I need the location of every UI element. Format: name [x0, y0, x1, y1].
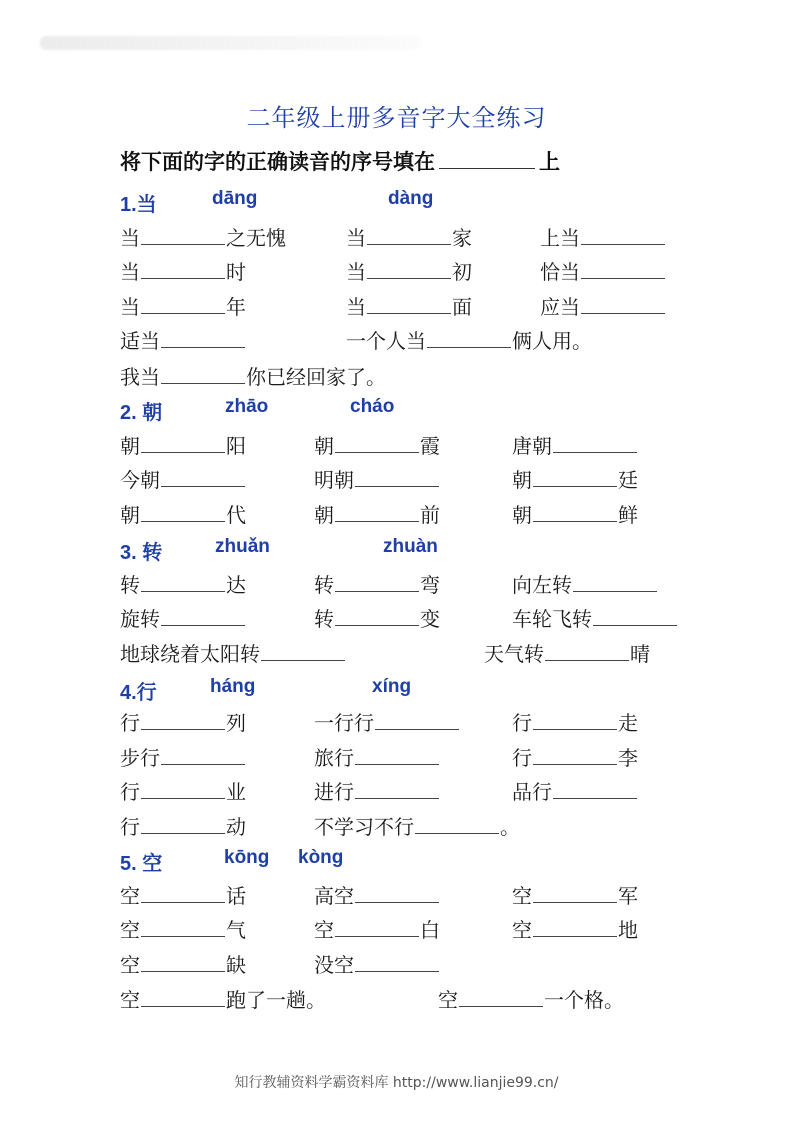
word-suffix: 达	[226, 573, 246, 597]
word-suffix: 缺	[226, 953, 246, 977]
answer-blank[interactable]	[141, 222, 225, 245]
answer-blank[interactable]	[355, 880, 439, 903]
section-label: 3. 转	[120, 542, 163, 564]
exercise-item	[314, 742, 440, 773]
exercise-item	[314, 949, 440, 980]
exercise-item	[120, 464, 246, 495]
word-prefix: 我当	[120, 365, 160, 389]
page-title: 二年级上册多音字大全练习	[246, 104, 547, 132]
pinyin-option: xíng	[372, 676, 412, 697]
word-prefix: 当	[120, 295, 140, 319]
exercise-item	[346, 256, 472, 287]
exercise-item	[512, 776, 638, 807]
word-prefix: 当	[346, 295, 366, 319]
answer-blank[interactable]	[141, 707, 225, 730]
exercise-item	[120, 776, 246, 807]
word-suffix: 初	[452, 260, 472, 284]
instruction	[120, 146, 560, 176]
word-prefix: 不学习不行	[314, 815, 414, 839]
answer-blank[interactable]	[141, 291, 225, 314]
exercise-item	[512, 880, 638, 911]
answer-blank[interactable]	[439, 148, 535, 169]
word-suffix: 年	[226, 295, 246, 319]
word-suffix: 。	[500, 815, 520, 839]
exercise-row	[0, 914, 793, 948]
answer-blank[interactable]	[533, 707, 617, 730]
answer-blank[interactable]	[141, 569, 225, 592]
exercise-item	[120, 914, 246, 945]
word-prefix: 当	[346, 260, 366, 284]
word-suffix: 李	[618, 746, 638, 770]
exercise-item	[512, 707, 638, 738]
answer-blank[interactable]	[261, 638, 345, 661]
word-prefix: 上当	[540, 226, 580, 250]
word-suffix: 跑了一趟。	[226, 988, 326, 1012]
exercise-item	[346, 291, 472, 322]
answer-blank[interactable]	[533, 499, 617, 522]
exercise-item	[120, 499, 246, 530]
word-prefix: 行	[120, 780, 140, 804]
word-prefix: 空	[512, 918, 532, 942]
answer-blank[interactable]	[141, 880, 225, 903]
word-prefix: 适当	[120, 329, 160, 353]
exercise-row	[0, 325, 793, 359]
pinyin-option: dàng	[388, 188, 434, 209]
answer-blank[interactable]	[553, 430, 637, 453]
word-prefix: 一个人当	[346, 329, 426, 353]
answer-blank[interactable]	[459, 984, 543, 1007]
word-prefix: 行	[120, 815, 140, 839]
exercise-item	[314, 569, 440, 600]
word-prefix: 转	[314, 573, 334, 597]
exercise-item	[120, 811, 246, 842]
word-suffix: 你已经回家了。	[246, 365, 386, 389]
answer-blank[interactable]	[355, 464, 439, 487]
word-prefix: 地球绕着太阳转	[120, 642, 260, 666]
exercise-item	[314, 880, 440, 911]
answer-blank[interactable]	[593, 603, 677, 626]
word-suffix: 气	[226, 918, 246, 942]
exercise-item	[438, 984, 624, 1015]
exercise-item	[314, 499, 440, 530]
word-suffix: 阳	[226, 434, 246, 458]
pinyin-option: zhuǎn	[215, 536, 270, 557]
word-prefix: 一行行	[314, 711, 374, 735]
answer-blank[interactable]	[141, 949, 225, 972]
answer-blank[interactable]	[355, 776, 439, 799]
scan-smudge	[40, 36, 420, 50]
section-label: 1.当	[120, 194, 157, 216]
word-suffix: 走	[618, 711, 638, 735]
instruction-text-end: 上	[539, 149, 560, 174]
section-label: 2. 朝	[120, 402, 163, 424]
word-suffix: 军	[618, 884, 638, 908]
exercise-row	[0, 361, 793, 395]
word-prefix: 车轮飞转	[512, 607, 592, 631]
word-suffix: 代	[226, 503, 246, 527]
exercise-row	[0, 776, 793, 810]
answer-blank[interactable]	[553, 776, 637, 799]
word-prefix: 空	[120, 953, 140, 977]
word-prefix: 进行	[314, 780, 354, 804]
word-prefix: 空	[120, 918, 140, 942]
exercise-row	[0, 222, 793, 256]
exercise-row	[0, 464, 793, 498]
word-prefix: 旋转	[120, 607, 160, 631]
exercise-item	[120, 291, 246, 322]
exercise-row	[0, 569, 793, 603]
exercise-row	[0, 707, 793, 741]
word-suffix: 地	[618, 918, 638, 942]
word-prefix: 唐朝	[512, 434, 552, 458]
word-suffix: 前	[420, 503, 440, 527]
footer-watermark: 知行教辅资料学霸资料库 http://www.lianjie99.cn/	[234, 1075, 559, 1091]
answer-blank[interactable]	[581, 256, 665, 279]
answer-blank[interactable]	[161, 603, 245, 626]
exercise-item	[120, 256, 246, 287]
word-prefix: 步行	[120, 746, 160, 770]
exercise-item	[540, 256, 666, 287]
exercise-row	[0, 256, 793, 290]
word-prefix: 今朝	[120, 468, 160, 492]
exercise-item	[540, 291, 666, 322]
answer-blank[interactable]	[533, 742, 617, 765]
answer-blank[interactable]	[367, 222, 451, 245]
pinyin-option: kòng	[298, 847, 344, 868]
answer-blank[interactable]	[355, 742, 439, 765]
exercise-row	[0, 742, 793, 776]
answer-blank[interactable]	[335, 430, 419, 453]
exercise-item	[120, 707, 246, 738]
answer-blank[interactable]	[581, 291, 665, 314]
exercise-row	[0, 603, 793, 637]
section-label: 4.行	[120, 682, 157, 704]
answer-blank[interactable]	[375, 707, 459, 730]
exercise-row	[0, 984, 793, 1018]
exercise-item	[120, 430, 246, 461]
exercise-item	[314, 707, 460, 738]
word-suffix: 变	[420, 607, 440, 631]
word-prefix: 向左转	[512, 573, 572, 597]
word-suffix: 列	[226, 711, 246, 735]
pinyin-option: zhuàn	[383, 536, 438, 557]
exercise-item	[120, 569, 246, 600]
answer-blank[interactable]	[581, 222, 665, 245]
exercise-row	[0, 949, 793, 983]
word-suffix: 霞	[420, 434, 440, 458]
word-suffix: 动	[226, 815, 246, 839]
word-prefix: 朝	[314, 503, 334, 527]
exercise-item	[314, 464, 440, 495]
word-suffix: 一个格。	[544, 988, 624, 1012]
exercise-row	[0, 499, 793, 533]
answer-blank[interactable]	[335, 603, 419, 626]
answer-blank[interactable]	[141, 914, 225, 937]
word-prefix: 当	[120, 226, 140, 250]
word-prefix: 没空	[314, 953, 354, 977]
answer-blank[interactable]	[367, 256, 451, 279]
exercise-item	[120, 949, 246, 980]
pinyin-option: háng	[210, 676, 256, 697]
answer-blank[interactable]	[573, 569, 657, 592]
word-prefix: 朝	[512, 468, 532, 492]
exercise-item	[120, 325, 246, 356]
exercise-item	[512, 499, 638, 530]
word-prefix: 应当	[540, 295, 580, 319]
word-prefix: 当	[120, 260, 140, 284]
exercise-row	[0, 880, 793, 914]
pinyin-option: dāng	[212, 188, 258, 209]
answer-blank[interactable]	[141, 984, 225, 1007]
exercise-item	[120, 880, 246, 911]
answer-blank[interactable]	[355, 949, 439, 972]
word-prefix: 朝	[120, 434, 140, 458]
word-prefix: 朝	[314, 434, 334, 458]
word-suffix: 弯	[420, 573, 440, 597]
exercise-item	[540, 222, 666, 253]
word-prefix: 品行	[512, 780, 552, 804]
section-label: 5. 空	[120, 853, 163, 875]
exercise-row	[0, 638, 793, 672]
exercise-item	[484, 638, 650, 669]
word-suffix: 时	[226, 260, 246, 284]
word-prefix: 恰当	[540, 260, 580, 284]
exercise-item	[120, 603, 246, 634]
answer-blank[interactable]	[141, 256, 225, 279]
exercise-item	[512, 603, 678, 634]
exercise-item	[512, 569, 658, 600]
answer-blank[interactable]	[141, 430, 225, 453]
answer-blank[interactable]	[161, 464, 245, 487]
word-prefix: 转	[314, 607, 334, 631]
exercise-item	[120, 984, 326, 1015]
word-prefix: 转	[120, 573, 140, 597]
answer-blank[interactable]	[415, 811, 499, 834]
word-suffix: 面	[452, 295, 472, 319]
exercise-item	[120, 638, 346, 669]
answer-blank[interactable]	[141, 776, 225, 799]
word-prefix: 朝	[120, 503, 140, 527]
pinyin-option: kōng	[224, 847, 270, 868]
word-prefix: 行	[512, 746, 532, 770]
exercise-item	[314, 811, 520, 842]
exercise-row	[0, 291, 793, 325]
word-prefix: 空	[438, 988, 458, 1012]
pinyin-option: zhāo	[225, 396, 269, 417]
word-prefix: 空	[314, 918, 334, 942]
answer-blank[interactable]	[533, 914, 617, 937]
exercise-item	[314, 914, 440, 945]
word-prefix: 明朝	[314, 468, 354, 492]
answer-blank[interactable]	[545, 638, 629, 661]
exercise-item	[120, 742, 246, 773]
answer-blank[interactable]	[335, 569, 419, 592]
word-prefix: 高空	[314, 884, 354, 908]
exercise-item	[512, 464, 638, 495]
answer-blank[interactable]	[427, 325, 511, 348]
word-prefix: 空	[512, 884, 532, 908]
word-suffix: 俩人用。	[512, 329, 592, 353]
word-suffix: 鲜	[618, 503, 638, 527]
exercise-item	[314, 430, 440, 461]
word-prefix: 空	[120, 884, 140, 908]
word-suffix: 晴	[630, 642, 650, 666]
word-prefix: 朝	[512, 503, 532, 527]
word-suffix: 之无愧	[226, 226, 286, 250]
pinyin-option: cháo	[350, 396, 395, 417]
exercise-row	[0, 811, 793, 845]
word-prefix: 行	[512, 711, 532, 735]
answer-blank[interactable]	[367, 291, 451, 314]
word-prefix: 天气转	[484, 642, 544, 666]
word-prefix: 空	[120, 988, 140, 1012]
word-suffix: 廷	[618, 468, 638, 492]
word-suffix: 白	[420, 918, 440, 942]
answer-blank[interactable]	[161, 361, 245, 384]
answer-blank[interactable]	[335, 914, 419, 937]
exercise-item	[512, 742, 638, 773]
word-suffix: 家	[452, 226, 472, 250]
exercise-row	[0, 430, 793, 464]
word-prefix: 行	[120, 711, 140, 735]
exercise-item	[314, 776, 440, 807]
word-prefix: 旅行	[314, 746, 354, 770]
word-prefix: 当	[346, 226, 366, 250]
answer-blank[interactable]	[335, 499, 419, 522]
answer-blank[interactable]	[533, 464, 617, 487]
instruction-text: 将下面的字的正确读音的序号填在	[120, 149, 435, 174]
answer-blank[interactable]	[161, 742, 245, 765]
exercise-item	[512, 914, 638, 945]
exercise-item	[120, 361, 386, 392]
answer-blank[interactable]	[141, 499, 225, 522]
word-suffix: 业	[226, 780, 246, 804]
exercise-item	[314, 603, 440, 634]
exercise-item	[120, 222, 286, 253]
answer-blank[interactable]	[161, 325, 245, 348]
exercise-item	[512, 430, 638, 461]
answer-blank[interactable]	[533, 880, 617, 903]
exercise-item	[346, 222, 472, 253]
answer-blank[interactable]	[141, 811, 225, 834]
exercise-item	[346, 325, 592, 356]
word-suffix: 话	[226, 884, 246, 908]
